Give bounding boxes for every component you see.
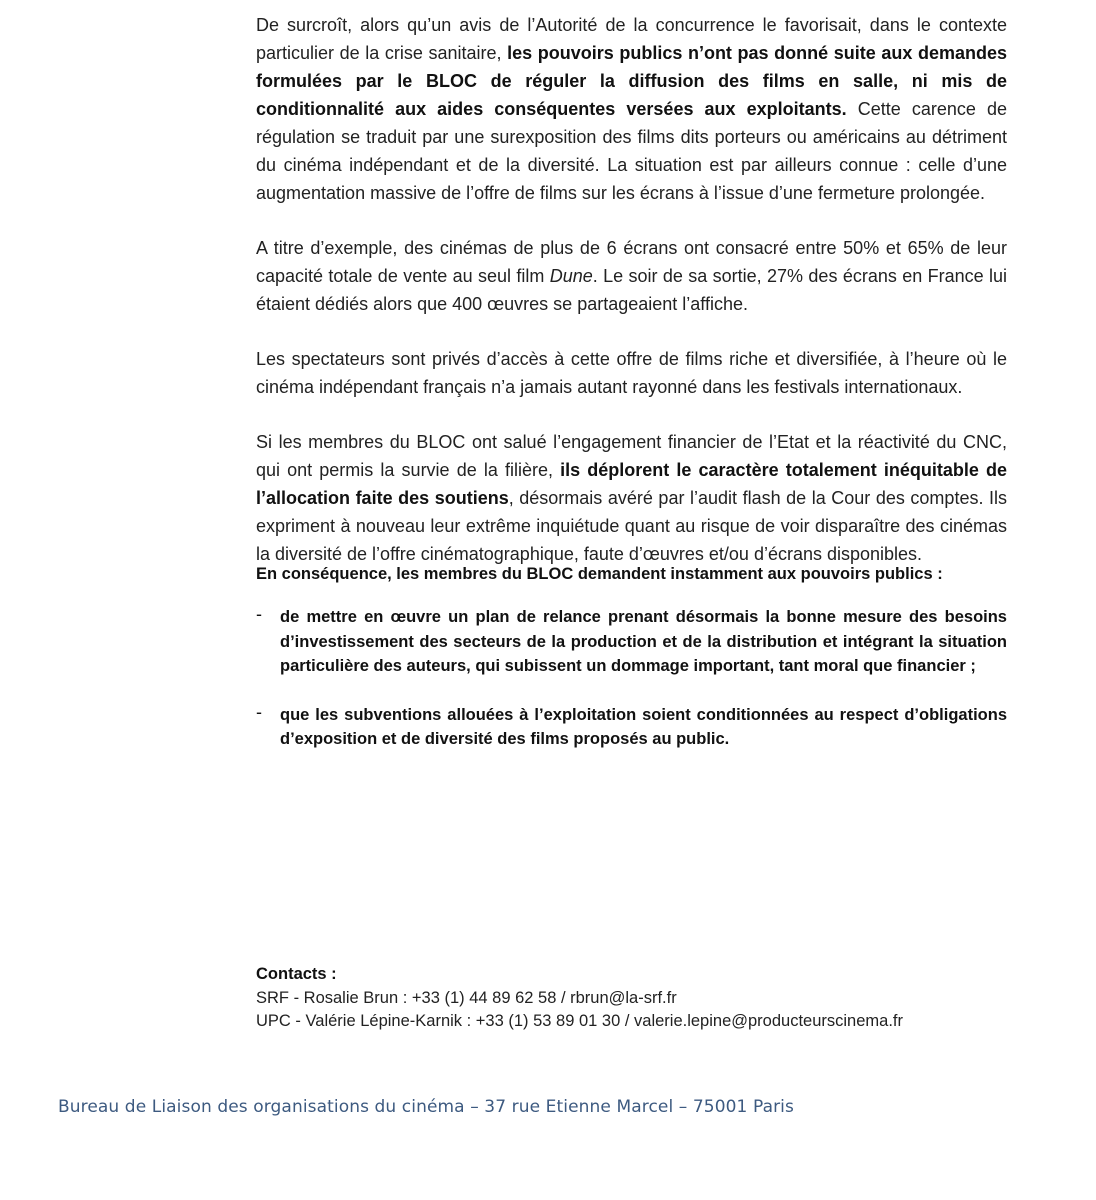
text-run: A titre d’exemple, des cinémas de plus de 6 écrans ont consacré entre 50% et 65% de leur capacité totale de vente au seul film [256, 238, 1007, 286]
paragraph [256, 11, 1007, 207]
paragraph [256, 428, 1007, 568]
demands-list [256, 605, 1007, 752]
list-item [256, 605, 1007, 679]
bullet-dash: - [256, 604, 262, 624]
paragraph [256, 345, 1007, 401]
emphasis-italic: Dune [549, 266, 593, 286]
text-run: . Le soir de sa sortie, 27% des écrans en France lui étaient dédiés alors que 400 œuvres se partageaient l’affiche. [256, 266, 1007, 314]
emphasis-bold: ils déplorent le caractère totalement inéquitable de l’allocation faite des soutiens [256, 460, 1007, 508]
document-body [256, 11, 1007, 752]
list-item [256, 703, 1007, 752]
footer-address: Bureau de Liaison des organisations du cinéma – 37 rue Etienne Marcel – 75001 Paris [58, 1097, 794, 1117]
bullet-dash: - [256, 701, 262, 722]
text-run: Les spectateurs sont privés d’accès à cette offre de films riche et diversifiée, à l’heure où le cinéma indépendant français n’a jamais autant rayonné dans les festivals internationaux. [256, 349, 1007, 397]
emphasis-bold: les pouvoirs publics n’ont pas donné suite aux demandes formulées par le BLOC de réguler la diffusion des films en salle, ni mis de conditionnalité aux aides conséquentes versées aux exploitants. [256, 43, 1007, 119]
paragraphs [256, 11, 1007, 568]
contact-line-srf: SRF - Rosalie Brun : +33 (1) 44 89 62 58 / rbrun@la-srf.fr [256, 988, 677, 1007]
contact-line-upc: UPC - Valérie Lépine-Karnik : +33 (1) 53 89 01 30 / valerie.lepine@producteurscinema.fr [256, 1012, 903, 1030]
demands-intro: En conséquence, les membres du BLOC demandent instamment aux pouvoirs publics : [256, 565, 943, 583]
paragraph [256, 234, 1007, 318]
contacts-block [256, 963, 1016, 1034]
demand-text: que les subventions allouées à l’exploitation soient conditionnées au respect d’obligations d’exposition et de diversité des films proposés au public. [280, 705, 1007, 748]
text-run: , désormais avéré par l’audit flash de la Cour des comptes. Ils expriment à nouveau leur extrême inquiétude quant au risque de voir disparaître des cinémas la diversité de l’offre cinématographique, faute d’œuvres et/ou d’écrans disponibles. [256, 488, 1008, 564]
text-run: Cette carence de régulation se traduit par une surexposition des films dits porteurs ou américains au détriment du cinéma indépendant et de la diversité. La situation est par ailleurs connue : celle d’une augmentation massive de l’offre de films sur les écrans à l’issue d’une fermeture prolongée. [256, 99, 1007, 203]
text-run: De surcroît, alors qu’un avis de l’Autorité de la concurrence le favorisait, dans le contexte particulier de la crise sanitaire, [256, 15, 1007, 63]
text-run: Si les membres du BLOC ont salué l’engagement financier de l’Etat et la réactivité du CNC, qui ont permis la survie de la filière, [256, 432, 1007, 480]
contacts-heading: Contacts : [256, 965, 337, 983]
demand-text: de mettre en œuvre un plan de relance prenant désormais la bonne mesure des besoins d’investissement des secteurs de la production et de la distribution et intégrant la situation particulière des auteurs, qui subissent un dommage important, tant moral que financier ; [280, 608, 1007, 675]
